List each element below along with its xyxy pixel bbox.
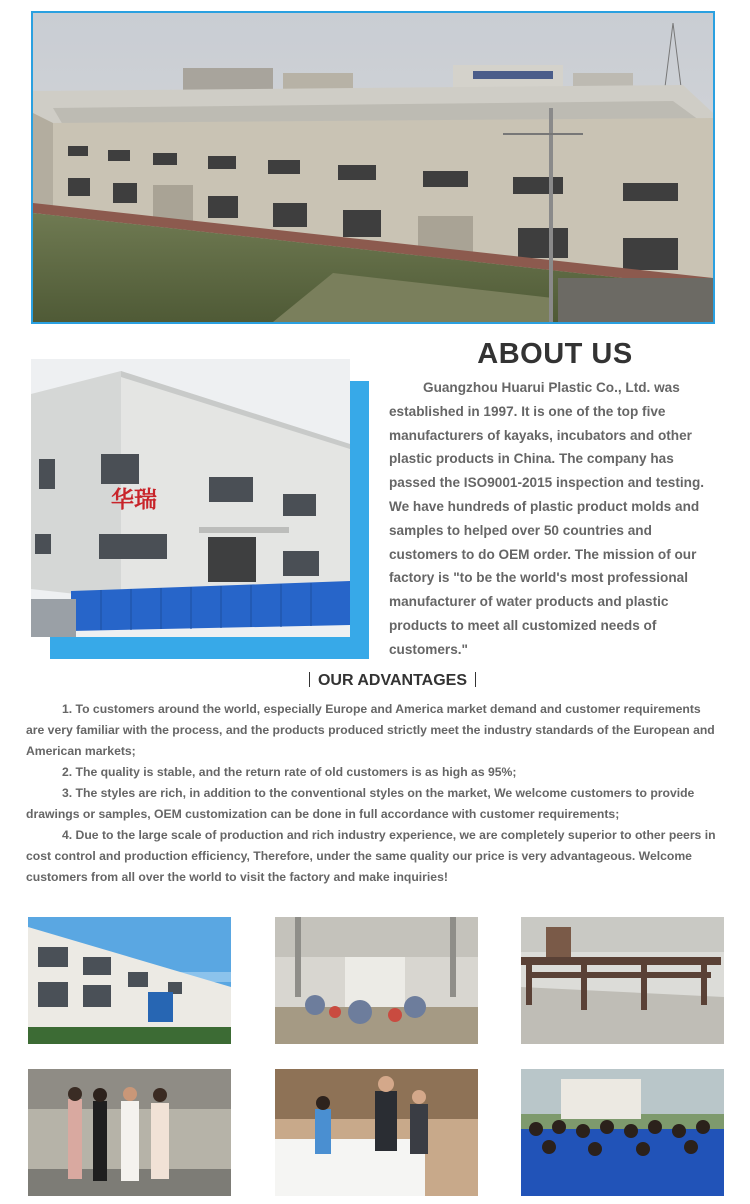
gallery-staff-group-photo	[521, 1069, 724, 1196]
factory-aerial-photo	[31, 11, 715, 324]
svg-text:华瑞: 华瑞	[111, 487, 157, 513]
gallery-exhibition-booth-photo	[275, 1069, 478, 1196]
about-title: ABOUT US	[477, 338, 633, 370]
advantages-heading	[0, 672, 750, 690]
gallery-mold-machines-photo	[521, 917, 724, 1044]
advantage-item: 4. Due to the large scale of production and rich industry experience, we are completely superior to other peers in cost control and production efficiency, Therefore, under the same quality our price is very advantageous. Welcome customers from all over the world to visit the factory and make inquiries!	[26, 828, 716, 884]
about-paragraph: Guangzhou Huarui Plastic Co., Ltd. was established in 1997. It is one of the top five manufacturers of kayaks, incubators and other plastic products in China. The company has passed the ISO9001-2015 inspection and testing. We have hundreds of plastic product molds and samples to helped over 50 countries and customers to do OEM order. The mission of our factory is "to be the world's most professional manufacturer of water products and plastic products to meet all customized needs of customers."	[389, 380, 705, 657]
gallery-team-visit-photo	[28, 1069, 231, 1196]
gallery-factory-exterior-photo	[28, 917, 231, 1044]
advantage-item: 1. To customers around the world, especially Europe and America market demand and customer requirements are very familiar with the process, and the products produced strictly meet the industry standards of the European and American markets;	[26, 702, 715, 758]
factory-building-photo	[31, 359, 350, 637]
advantages-list	[26, 699, 720, 888]
heading-divider	[475, 672, 476, 687]
advantage-item: 2. The quality is stable, and the return rate of old customers is as high as 95%;	[62, 765, 517, 779]
heading-divider	[309, 672, 310, 687]
advantages-heading-text: OUR ADVANTAGES	[317, 672, 468, 689]
advantage-item: 3. The styles are rich, in addition to the conventional styles on the market, We welcome customers to provide drawings or samples, OEM customization can be done in full accordance with customer requirements;	[26, 786, 695, 821]
gallery-workshop-interior-photo	[275, 917, 478, 1044]
